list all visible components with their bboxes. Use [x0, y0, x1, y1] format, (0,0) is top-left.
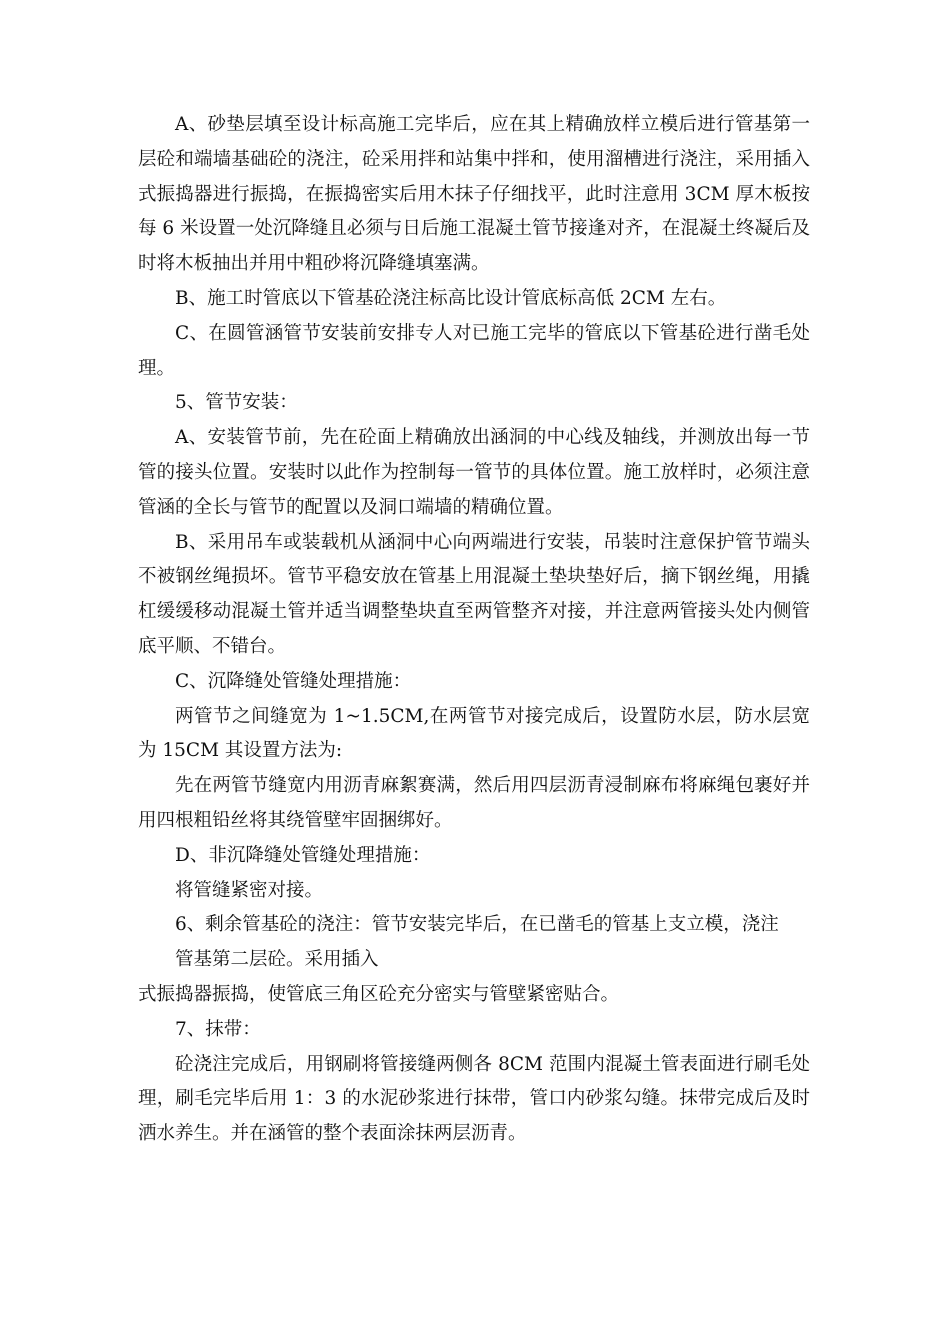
paragraph-asphalt-wrap: 先在两管节缝宽内用沥青麻絮赛满，然后用四层沥青浸制麻布将麻绳包裹好并用四根粗铅丝将其绕管壁牢固捆绑好。	[138, 775, 810, 831]
paragraph-second-layer: 管基第二层砼。采用插入	[175, 949, 379, 971]
paragraph-c-chiseling: C、在圆管涵管节安装前安排专人对已施工完毕的管底以下管基砼进行凿毛处理。	[138, 322, 810, 379]
paragraph-joint-width: 两管节之间缝宽为 1~1.5CM,在两管节对接完成后，设置防水层，防水层宽为 15CM 其设置方法为:	[138, 705, 810, 762]
section-heading-pipe-installation: 5、管节安装：	[175, 392, 298, 414]
paragraph-a-sand-cushion: A、砂垫层填至设计标高施工完毕后，应在其上精确放样立模后进行管基第一层砼和端墙基础砼的浇注，砼采用拌和站集中拌和，使用溜槽进行浇注，采用插入式振捣器进行振捣，在振捣密实后用木抹子仔细找平，此时注意用 3CM 厚木板按每 6 米设置一处沉降缝且必须与日后施工混凝土管节接逢对齐，在混凝土终凝后及时将木板抽出并用中粗砂将沉降缝填塞满。	[138, 114, 810, 275]
paragraph-a-installation: A、安装管节前，先在砼面上精确放出涵洞的中心线及轴线，并测放出每一节管的接头位置。安装时以此作为控制每一管节的具体位置。施工放样时，必须注意管涵的全长与管节的配置以及洞口端墙的精确位置。	[138, 427, 810, 518]
paragraph-banding-process: 砼浇注完成后，用钢刷将管接缝两侧各 8CM 范围内混凝土管表面进行刷毛处理，刷毛完毕后用 1：3 的水泥砂浆进行抹带，管口内砂浆勾缝。抹带完成后及时洒水养生。并在涵管的整个表面涂抹两层沥青。	[138, 1053, 810, 1145]
section-heading-remaining-base: 6、剩余管基砼的浇注：管节安装完毕后，在已凿毛的管基上支立模，浇注	[175, 914, 779, 936]
paragraph-c-settlement-joint-heading: C、沉降缝处管缝处理措施：	[175, 670, 412, 692]
section-heading-banding: 7、抹带：	[175, 1018, 261, 1040]
paragraph-b-elevation: B、施工时管底以下管基砼浇注标高比设计管底标高低 2CM 左右。	[175, 287, 727, 309]
paragraph-d-non-settlement-heading: D、非沉降缝处管缝处理措施：	[175, 844, 431, 866]
paragraph-b-lifting: B、采用吊车或装载机从涵洞中心向两端进行安装，吊装时注意保护管节端头不被钢丝绳损坏。管节平稳安放在管基上用混凝土垫块垫好后，摘下钢丝绳，用撬杠缓缓移动混凝土管并适当调整垫块直至两管整齐对接，并注意两管接头处内侧管底平顺、不错台。	[138, 531, 810, 657]
paragraph-vibrator: 式振捣器振捣，使管底三角区砼充分密实与管壁紧密贴合。	[138, 983, 620, 1005]
document-body	[138, 108, 810, 1152]
paragraph-tight-joint: 将管缝紧密对接。	[175, 879, 324, 901]
